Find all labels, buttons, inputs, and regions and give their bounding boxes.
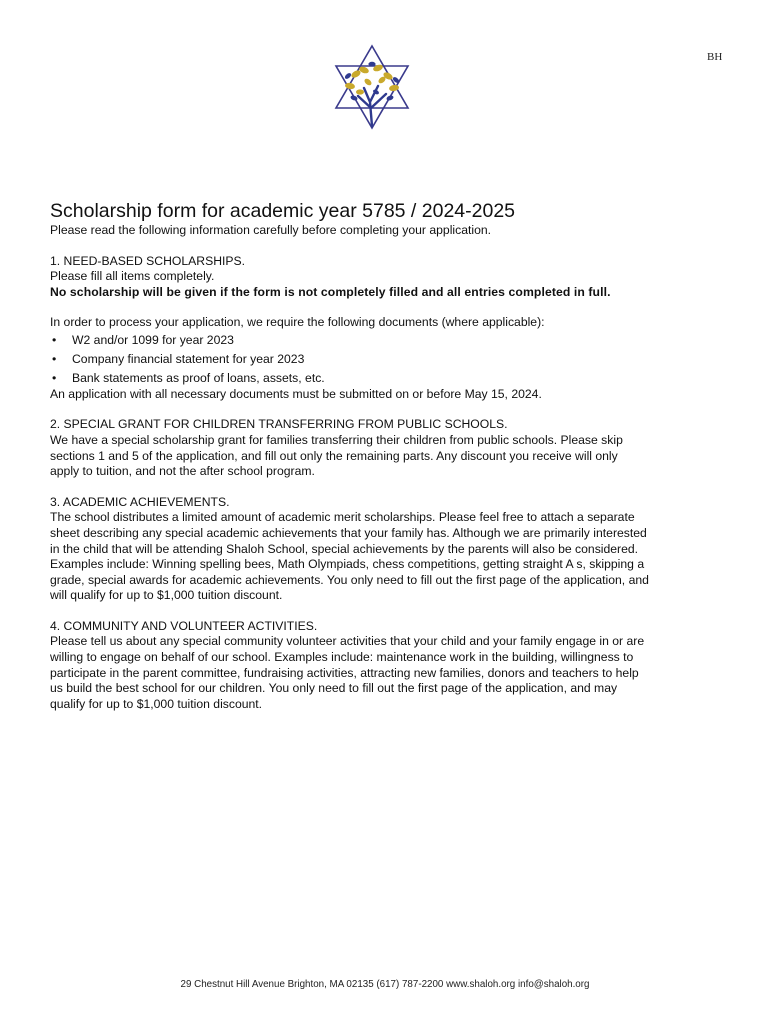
- school-logo-icon: [330, 44, 414, 130]
- deadline-text: An application with all necessary documents must be submitted on or before May 15, 2024.: [50, 386, 542, 401]
- section-heading: 3. ACADEMIC ACHIEVEMENTS.: [50, 494, 230, 509]
- documents-list: [50, 333, 650, 387]
- section-heading: 2. SPECIAL GRANT FOR CHILDREN TRANSFERRING FROM PUBLIC SCHOOLS.: [50, 417, 508, 432]
- list-item: [50, 352, 650, 368]
- documents-intro: In order to process your application, we require the following documents (where applicable):: [50, 315, 545, 330]
- list-item-text: Bank statements as proof of loans, assets, etc.: [72, 371, 325, 386]
- bullet-icon: •: [52, 371, 57, 386]
- warning-text: No scholarship will be given if the form is not completely filled and all entries completed in full.: [50, 284, 611, 299]
- section-heading: 1. NEED-BASED SCHOLARSHIPS.: [50, 253, 246, 268]
- section-academic: [50, 495, 650, 604]
- section-body: Please tell us about any special community volunteer activities that your child and your family engage in or are willing to engage on behalf of our school. Examples include: maintenance work in the building, willingness to participate in the parent committee, fundraising activities, attracting new families, donors and teachers to help us build the best school for our children. You only need to fill out the first page of the application, and may qualify for up to $1,000 tuition discount.: [50, 634, 645, 711]
- form-content: [50, 200, 650, 727]
- section-body: We have a special scholarship grant for families transferring their children from public schools. Please skip sections 1 and 5 of the application, and fill out only the remaining parts. Any discount you receive will only apply to tuition, and not the after school program.: [50, 432, 623, 479]
- section-community: [50, 619, 650, 713]
- list-item: [50, 371, 650, 387]
- section-line: Please fill all items completely.: [50, 269, 215, 284]
- section-public-school-grant: [50, 417, 650, 479]
- page-title: Scholarship form for academic year 5785 / 2024-2025: [50, 200, 516, 222]
- section-need-based: [50, 254, 650, 403]
- section-heading: 4. COMMUNITY AND VOLUNTEER ACTIVITIES.: [50, 618, 318, 633]
- list-item: [50, 333, 650, 349]
- section-body: The school distributes a limited amount of academic merit scholarships. Please feel free to attach a separate sheet describing any special academic achievements that your family has. Although we are primarily interested in the child that will be attending Shaloh School, special achievements by the parents will also be considered. Examples include: Winning spelling bees, Math Olympiads, chess competitions, getting straight A s, skipping a grade, special awards for academic achievements. You only need to fill out the first page of the application, and will qualify for up to $1,000 tuition discount.: [50, 510, 649, 603]
- bullet-icon: •: [52, 332, 57, 347]
- bullet-icon: •: [52, 352, 57, 367]
- list-item-text: W2 and/or 1099 for year 2023: [72, 332, 234, 347]
- list-item-text: Company financial statement for year 2023: [72, 352, 305, 367]
- footer-address: 29 Chestnut Hill Avenue Brighton, MA 02135 (617) 787-2200 www.shaloh.org info@shaloh.org: [180, 979, 590, 990]
- intro-text: Please read the following information carefully before completing your application.: [50, 223, 492, 237]
- bh-marker: BH: [707, 51, 723, 63]
